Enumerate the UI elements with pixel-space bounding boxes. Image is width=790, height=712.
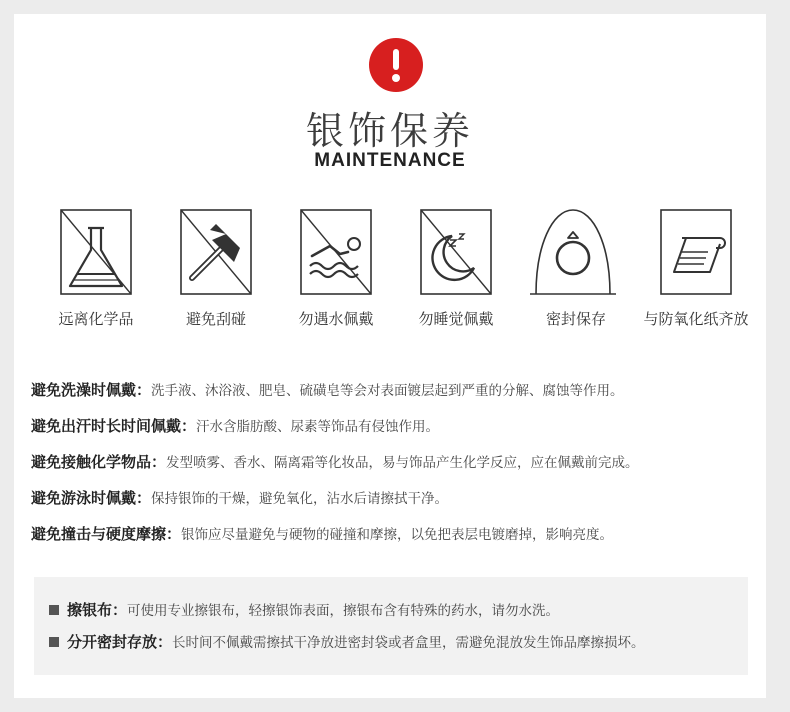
care-item-water: [276, 206, 396, 346]
storage-note-text: 可使用专业擦银布，轻擦银饰表面，擦银布含有特殊的药水，请勿水洗。: [127, 603, 560, 619]
care-tip-label: 避免接触化学物品：: [31, 453, 167, 471]
square-bullet-icon: [49, 637, 59, 647]
care-item-sleep: [396, 206, 516, 346]
care-tip-text: 发型喷雾、香水、隔离霜等化妆品，易与饰品产生化学反应，应在佩戴前完成。: [166, 455, 639, 471]
swimming-icon: [276, 206, 396, 302]
care-item-label: 避免刮碰: [185, 310, 246, 328]
care-item-label: 远离化学品: [58, 310, 134, 328]
storage-note-label: 分开密封存放：: [67, 633, 173, 651]
care-tip-label: 避免撞击与硬度摩擦：: [31, 525, 182, 543]
storage-note: [49, 599, 559, 621]
care-item-label: 密封保存: [545, 310, 606, 328]
maintenance-card: [14, 14, 766, 698]
care-item-anti-oxidation-paper: [636, 206, 756, 346]
care-tip: [31, 522, 761, 558]
ring-in-bag-icon: [516, 206, 636, 302]
care-tip-label: 避免洗澡时佩戴：: [31, 381, 152, 399]
square-bullet-icon: [49, 605, 59, 615]
storage-notes-box: [34, 577, 748, 675]
care-tip-text: 保持银饰的干燥，避免氧化，沾水后请擦拭干净。: [151, 491, 449, 507]
care-item-label: 与防氧化纸齐放: [643, 310, 749, 328]
chemical-flask-icon: [36, 206, 156, 302]
exclamation-dot: [392, 74, 400, 82]
sleeping-moon-icon: [396, 206, 516, 302]
exclamation-alert-icon: [369, 38, 423, 92]
page-title-chinese: 银饰保养: [305, 109, 474, 153]
care-item-label: 勿遇水佩戴: [298, 310, 374, 328]
storage-note-text: 长时间不佩戴需擦拭干净放进密封袋或者盒里，需避免混放发生饰品摩擦损坏。: [172, 635, 645, 651]
care-tips-list: [31, 378, 761, 558]
care-tip-text: 银饰应尽量避免与硬物的碰撞和摩擦，以免把表层电镀磨掉，影响亮度。: [181, 527, 614, 543]
storage-note-label: 擦银布：: [67, 601, 128, 619]
care-tip-text: 汗水含脂肪酸、尿素等饰品有侵蚀作用。: [196, 419, 440, 435]
hammer-icon: [156, 206, 276, 302]
care-tip-label: 避免出汗时长时间佩戴：: [31, 417, 197, 435]
care-tip: [31, 414, 761, 450]
care-item-scratch: [156, 206, 276, 346]
care-item-sealed: [516, 206, 636, 346]
storage-note: [49, 631, 645, 653]
care-item-chemicals: [36, 206, 156, 346]
care-tip: [31, 378, 761, 414]
care-icons-row: [36, 206, 754, 346]
care-item-label: 勿睡觉佩戴: [418, 310, 494, 328]
care-tip: [31, 486, 761, 522]
page-title-english: MAINTENANCE: [314, 150, 466, 171]
exclamation-bar: [393, 49, 399, 70]
care-tip-label: 避免游泳时佩戴：: [31, 489, 152, 507]
care-tip: [31, 450, 761, 486]
care-tip-text: 洗手液、沐浴液、肥皂、硫磺皂等会对表面镀层起到严重的分解、腐蚀等作用。: [151, 383, 624, 399]
paper-roll-icon: [636, 206, 756, 302]
